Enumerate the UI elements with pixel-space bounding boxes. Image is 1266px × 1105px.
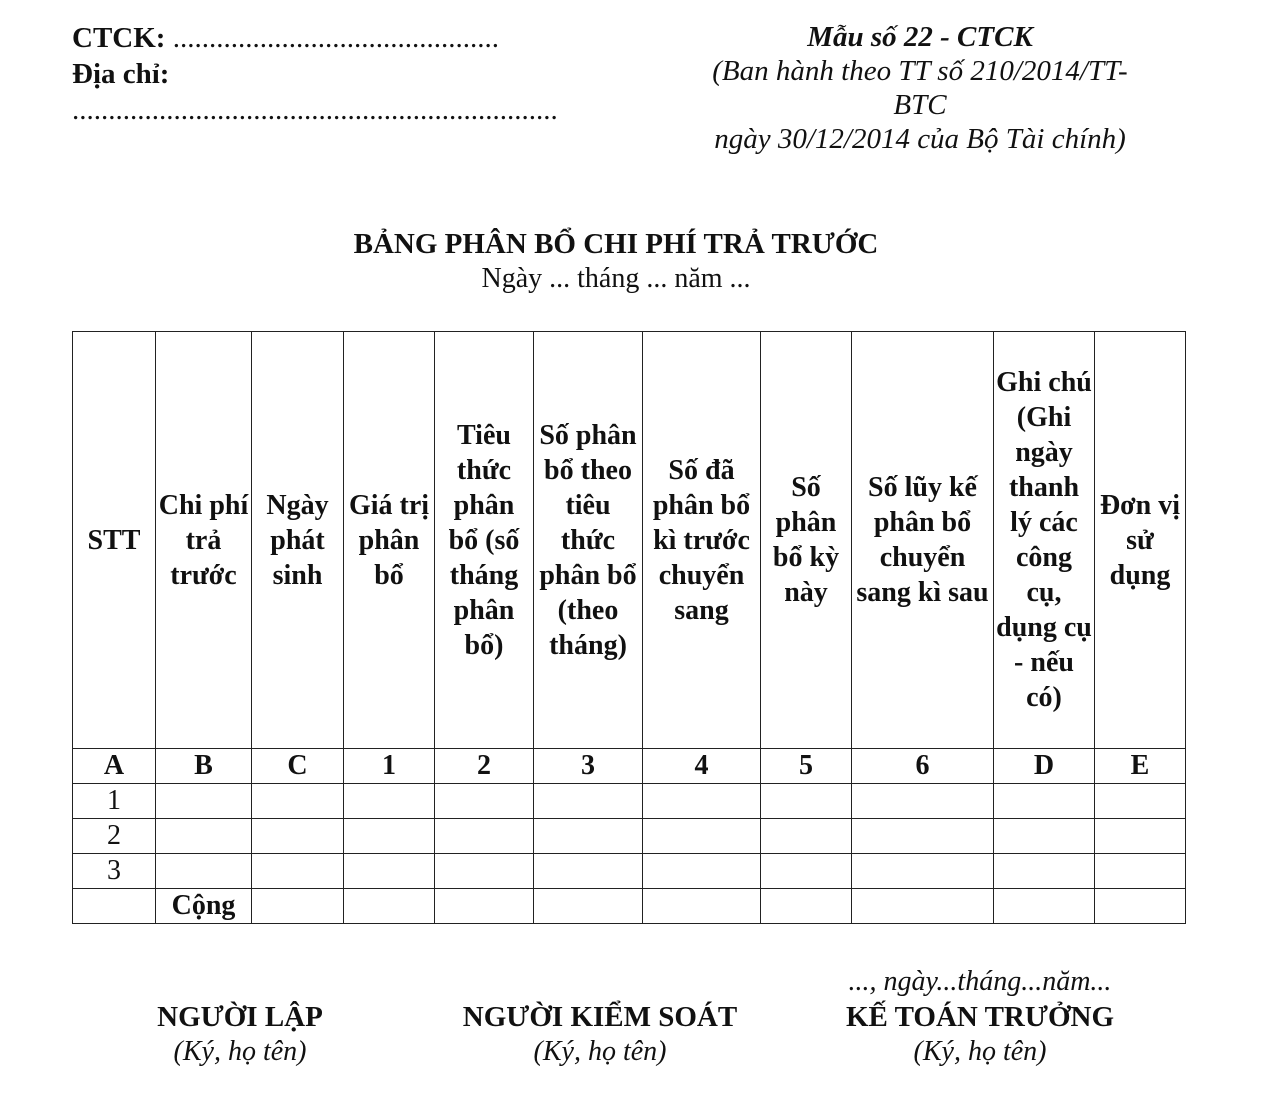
code-cell: 1 (344, 749, 435, 784)
code-cell: D (994, 749, 1095, 784)
col-header-previous-allocated: Số đã phân bổ kì trước chuyển sang (643, 332, 761, 749)
code-cell: A (73, 749, 156, 784)
table-cell (156, 854, 252, 889)
code-cell: C (252, 749, 344, 784)
table-cell (643, 784, 761, 819)
table-cell (344, 819, 435, 854)
table-cell (435, 819, 534, 854)
row-number: 1 (73, 784, 156, 819)
table-cell (534, 854, 643, 889)
chief-accountant-note: (Ký, họ tên) (913, 1036, 1047, 1067)
table-cell (643, 854, 761, 889)
table-cell (156, 784, 252, 819)
code-cell: 2 (435, 749, 534, 784)
table-cell (852, 784, 994, 819)
table-cell (73, 889, 156, 924)
table-row (73, 854, 1186, 889)
code-cell: 4 (643, 749, 761, 784)
table-cell (435, 784, 534, 819)
table-cell (1095, 819, 1186, 854)
total-row (73, 889, 1186, 924)
form-number: Mẫu số 22 - CTCK (807, 21, 1033, 53)
table-cell (344, 854, 435, 889)
code-cell: 6 (852, 749, 994, 784)
table-cell (994, 819, 1095, 854)
signature-controller (440, 1000, 760, 1070)
table-cell (344, 784, 435, 819)
table-cell (534, 819, 643, 854)
table-cell (994, 784, 1095, 819)
code-cell: E (1095, 749, 1186, 784)
col-header-date: Ngày phát sinh (252, 332, 344, 749)
table-cell (1095, 854, 1186, 889)
code-cell: B (156, 749, 252, 784)
document-date: Ngày ... tháng ... năm ... (481, 263, 751, 294)
table-cell (761, 819, 852, 854)
row-number: 2 (73, 819, 156, 854)
company-line (72, 20, 632, 56)
chief-accountant-role: KẾ TOÁN TRƯỞNG (845, 1001, 1115, 1033)
row-number: 3 (73, 854, 156, 889)
table-cell (435, 854, 534, 889)
table-cell (1095, 889, 1186, 924)
header-left (72, 20, 632, 128)
table-row (73, 819, 1186, 854)
table-cell (344, 889, 435, 924)
col-header-allocation-value: Giá trị phân bổ (344, 332, 435, 749)
allocation-table (72, 331, 1186, 924)
table-cell (643, 819, 761, 854)
table-cell (534, 784, 643, 819)
preparer-note: (Ký, họ tên) (173, 1036, 307, 1067)
signature-preparer (100, 1000, 380, 1070)
title-block (0, 226, 1232, 296)
table-cell (156, 819, 252, 854)
document-title: BẢNG PHÂN BỔ CHI PHÍ TRẢ TRƯỚC (353, 228, 879, 260)
col-header-notes: Ghi chú (Ghi ngày thanh lý các công cụ, dụng cụ - nếu có) (994, 332, 1095, 749)
table-cell (761, 854, 852, 889)
header-row (73, 332, 1186, 749)
table-cell (994, 854, 1095, 889)
header-right (690, 20, 1150, 156)
table-cell (534, 889, 643, 924)
table-cell (852, 854, 994, 889)
company-dots: ............................................. (172, 22, 499, 54)
table-cell (1095, 784, 1186, 819)
table-cell (252, 889, 344, 924)
table-cell (761, 784, 852, 819)
table-cell (252, 854, 344, 889)
table-cell (852, 889, 994, 924)
table-cell (252, 784, 344, 819)
company-label: CTCK: (72, 22, 166, 54)
col-header-unit: Đơn vị sử dụng (1095, 332, 1186, 749)
table-cell (852, 819, 994, 854)
table-cell (435, 889, 534, 924)
issued-line-1: (Ban hành theo TT số 210/2014/TT- (712, 55, 1128, 87)
controller-note: (Ký, họ tên) (533, 1036, 667, 1067)
code-row (73, 749, 1186, 784)
table-cell (643, 889, 761, 924)
signature-chief-accountant (820, 1000, 1140, 1070)
col-header-cumulative: Số lũy kế phân bổ chuyển sang kì sau (852, 332, 994, 749)
table-cell (994, 889, 1095, 924)
col-header-prepaid-expense: Chi phí trả trước (156, 332, 252, 749)
total-label: Cộng (156, 889, 252, 924)
place-date: ..., ngày...tháng...năm... (848, 966, 1112, 997)
col-header-current-allocation: Số phân bổ kỳ này (761, 332, 852, 749)
address-dots: ................................................................... (72, 94, 558, 126)
preparer-role: NGƯỜI LẬP (157, 1001, 323, 1033)
code-cell: 5 (761, 749, 852, 784)
issued-line-3: ngày 30/12/2014 của Bộ Tài chính) (714, 123, 1126, 155)
col-header-allocation-criteria: Tiêu thức phân bổ (số tháng phân bổ) (435, 332, 534, 749)
col-header-stt: STT (73, 332, 156, 749)
code-cell: 3 (534, 749, 643, 784)
col-header-monthly-allocation: Số phân bổ theo tiêu thức phân bổ (theo tháng) (534, 332, 643, 749)
table-cell (761, 889, 852, 924)
table-row (73, 784, 1186, 819)
table-cell (252, 819, 344, 854)
issued-line-2: BTC (893, 89, 947, 121)
controller-role: NGƯỜI KIỂM SOÁT (462, 1001, 738, 1033)
address-label: Địa chỉ: (72, 58, 170, 90)
